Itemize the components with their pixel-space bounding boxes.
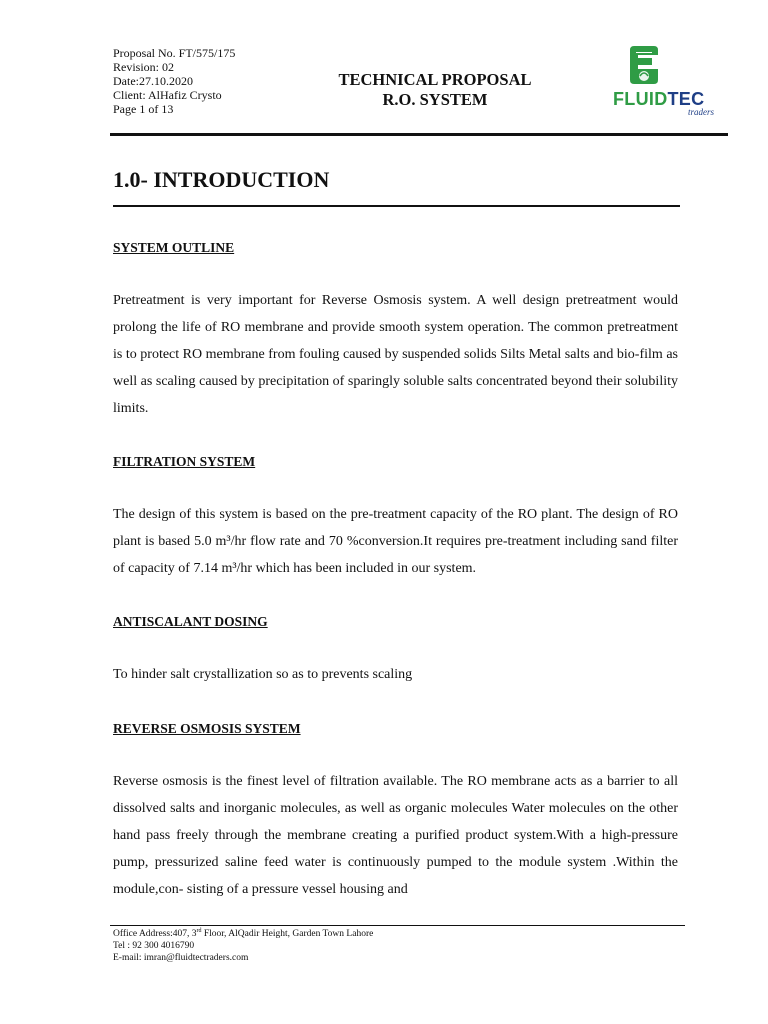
footer-telephone: Tel : 92 300 4016790 bbox=[113, 941, 195, 951]
revision: Revision: 02 bbox=[113, 60, 175, 74]
fluidtec-logo bbox=[608, 44, 718, 120]
client: Client: AlHafiz Crysto bbox=[113, 88, 222, 102]
paragraph-system-outline: Pretreatment is very important for Reverse Osmosis system. A well design pretreatment would prolong the life of RO membrane and provide smooth system operation. The common pretreatment is to protect RO membrane from fouling caused by suspended solids Silts Metal salts and bio-film as well as scaling caused by precipitation of sparingly soluble salts concentrated beyond their solubility limits. bbox=[113, 293, 678, 416]
logo-tagline: traders bbox=[687, 107, 714, 117]
heading-antiscalant-dosing: ANTISCALANT DOSING bbox=[113, 614, 268, 629]
paragraph-filtration-system: The design of this system is based on the pre-treatment capacity of the RO plant. The design of RO plant is based 5.0 m³/hr flow rate and 70 %conversion.It requires pre-treatment including sand filter of capacity of 7.14 m³/hr which has been included in our system. bbox=[113, 507, 678, 576]
footer-address: Office Address:407, 3rd Floor, AlQadir Height, Garden Town Lahore bbox=[113, 927, 374, 939]
paragraph-antiscalant-dosing: To hinder salt crystallization so as to prevents scaling bbox=[113, 667, 413, 682]
heading-system-outline: SYSTEM OUTLINE bbox=[113, 240, 235, 255]
heading-filtration-system: FILTRATION SYSTEM bbox=[113, 454, 256, 469]
heading-reverse-osmosis-system: REVERSE OSMOSIS SYSTEM bbox=[113, 721, 301, 736]
section-heading: 1.0- INTRODUCTION bbox=[113, 167, 330, 192]
logo-wordmark: FLUIDTEC bbox=[613, 89, 705, 109]
date: Date:27.10.2020 bbox=[113, 74, 193, 88]
page-count: Page 1 of 13 bbox=[113, 102, 174, 116]
section-divider bbox=[113, 205, 680, 207]
paragraph-reverse-osmosis-system: Reverse osmosis is the finest level of filtration available. The RO membrane acts as a barrier to all dissolved salts and inorganic molecules, as well as organic molecules Water molecules on the other hand pass freely through the membrane creating a purified product system.With a high-pressure pump, pressurized saline feed water is continuously pumped to the module system .Within the module,con- sisting of a pressure vessel housing and bbox=[113, 774, 678, 897]
document-title bbox=[300, 70, 570, 110]
footer-divider bbox=[110, 925, 685, 926]
fluidtec-logo-icon bbox=[608, 44, 718, 90]
document-title-line2: R.O. SYSTEM bbox=[382, 90, 488, 109]
proposal-number: Proposal No. FT/575/175 bbox=[113, 46, 236, 60]
header-divider bbox=[110, 133, 728, 136]
header-meta bbox=[113, 46, 235, 116]
footer bbox=[113, 928, 373, 964]
document-title-line1: TECHNICAL PROPOSAL bbox=[338, 70, 532, 89]
footer-email: E-mail: imran@fluidtectraders.com bbox=[113, 953, 249, 963]
